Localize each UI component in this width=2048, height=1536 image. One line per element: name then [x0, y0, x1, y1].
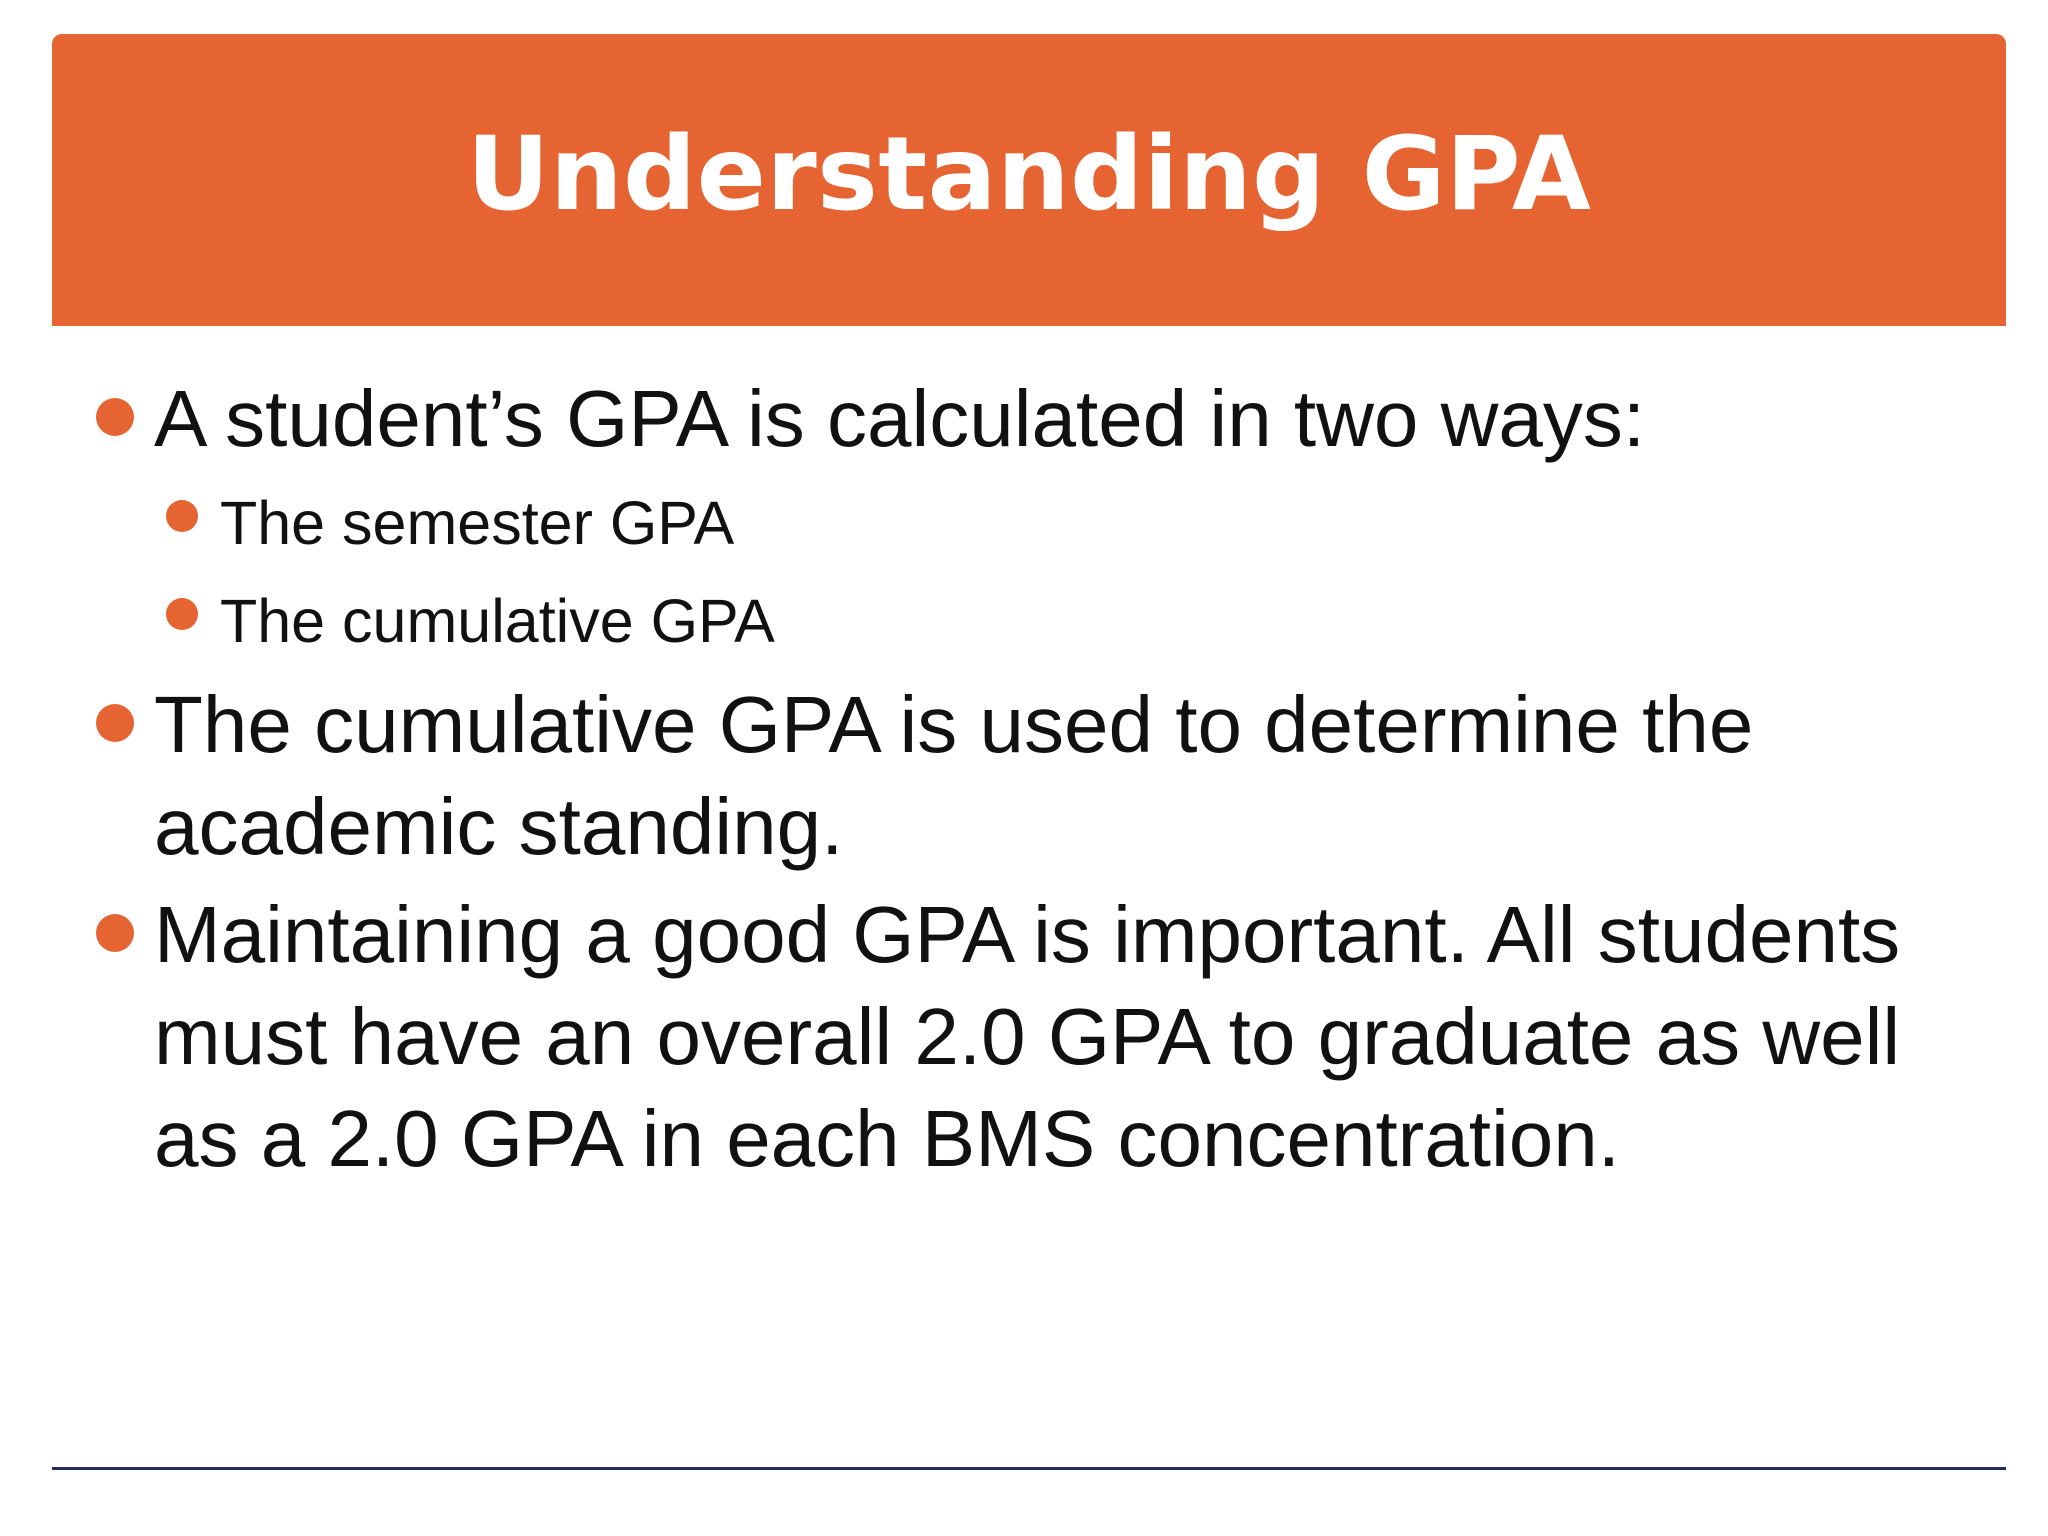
- bullet-text: The cumulative GPA is used to determine the academic standing.: [154, 680, 1754, 871]
- sub-bullet-text: The semester GPA: [220, 489, 735, 557]
- footer-divider: [52, 1467, 2006, 1470]
- bullet-dot-icon: [96, 398, 134, 436]
- bullet-item: [92, 674, 1992, 878]
- sub-bullet-item: [92, 572, 1992, 670]
- bullet-dot-icon: [96, 704, 134, 742]
- bullet-text: Maintaining a good GPA is important. All students must have an overall 2.0 GPA to graduate as well as a 2.0 GPA in each BMS concentration.: [154, 890, 1901, 1183]
- bullet-item: [92, 368, 1992, 470]
- bullet-item: [92, 884, 1992, 1190]
- bullet-dot-icon: [166, 500, 198, 532]
- bullet-dot-icon: [166, 598, 198, 630]
- sub-bullet-text: The cumulative GPA: [220, 587, 775, 655]
- bullet-dot-icon: [96, 914, 134, 952]
- sub-bullet-item: [92, 474, 1992, 572]
- title-bar: [52, 34, 2006, 326]
- slide-title: Understanding GPA: [466, 115, 1592, 234]
- slide-content: [92, 368, 1992, 1190]
- bullet-text: A student’s GPA is calculated in two ways:: [154, 374, 1646, 463]
